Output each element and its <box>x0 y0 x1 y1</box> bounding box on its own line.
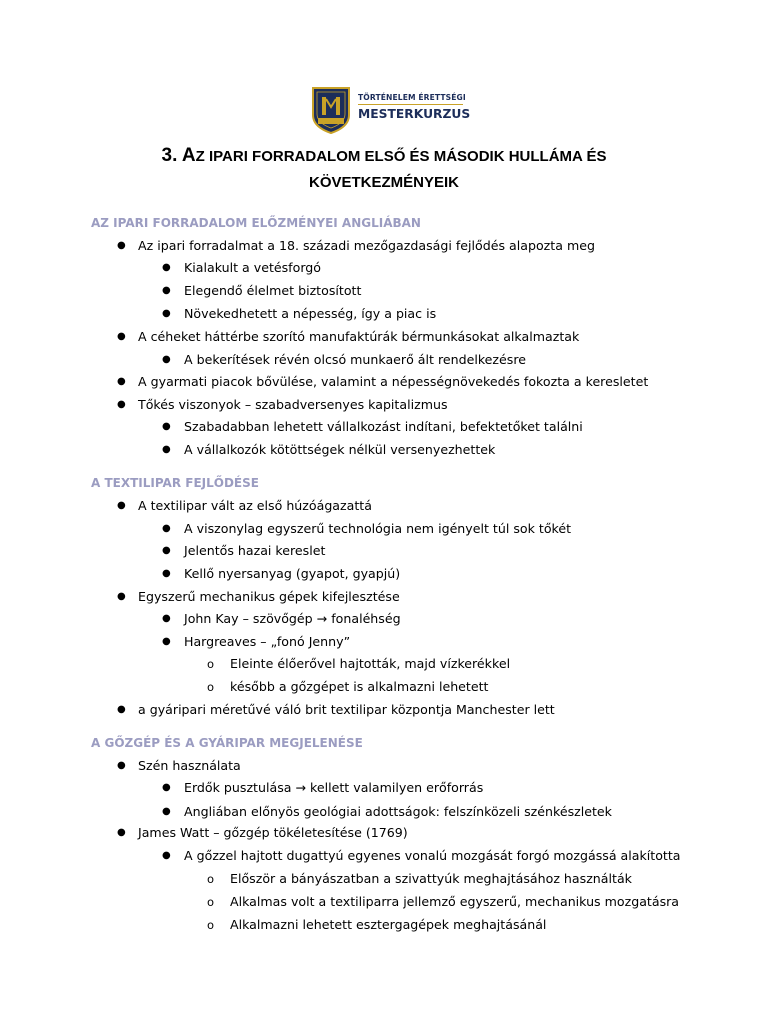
section-heading-2: A TEXTILIPAR FEJLŐDÉSE <box>91 476 259 490</box>
circle-bullet-icon: o <box>207 918 215 932</box>
title-cap: A <box>181 145 196 166</box>
course-logo <box>308 85 471 135</box>
page-title <box>80 143 688 196</box>
bullet-icon: ● <box>162 636 171 647</box>
title-line1 <box>80 143 688 170</box>
circle-bullet-icon: o <box>207 680 215 694</box>
bullet-icon: ● <box>162 421 171 432</box>
bullet-icon: ● <box>117 827 126 838</box>
bullet-icon: ● <box>162 806 171 817</box>
bullet-icon: ● <box>117 240 126 251</box>
title-rest: Z IPARI FORRADALOM ELSŐ ÉS MÁSODIK HULLÁMA ÉS <box>195 148 607 165</box>
shield-crest-icon <box>308 85 354 135</box>
bullet-icon: ● <box>117 376 126 387</box>
bullet-icon: ● <box>162 354 171 365</box>
title-number: 3. <box>161 145 182 166</box>
document-page: TÖRTÉNELEM ÉRETTSÉGI MESTERKURZUS 3. AZ IPARI FORRADALOM ELSŐ ÉS MÁSODIK HULLÁMA ÉS KÖVETKEZMÉNYEIK AZ IPARI FORRADALOM ELŐZMÉNYEI ANGLIÁBAN ● Az ipari forradalmat a 18. századi mezőgazdasági fejlődés alapozta meg ● Kialakult a vetésforgó ● Elegendő élelmet biztosított ● Növekedhetett a népesség, így a piac is ● A céheket háttérbe szorító manufaktúrák bérmunkásokat alkalmaztak ● A bekerítések révén olcsó munkaerő ált rendelkezésre ● A gyarmati piacok bővülése, valamint a népességnövekedés fokozta a keresletet ● Tőkés viszonyok – szabadversenyes kapitalizmus ● Szabadabban lehetett vállalkozást indítani, befektetőket találni ● A vállalkozók kötöttségek nélkül versenyezhettek A TEXTILIPAR FEJLŐDÉSE ● A textilipar vált az első húzóágazattá ● A viszonylag egyszerű technológia nem igényelt túl sok tőkét ● Jelentős hazai kereslet ● Kellő nyersanyag (gyapot, gyapjú) ● Egyszerű mechanikus gépek kifejlesztése ● John Kay – szövőgép → fonaléhség ● Hargreaves – „fonó Jenny” o Eleinte élőerővel hajtották, majd vízkerékkel o később a gőzgépet is alkalmazni lehetett ● a gyáripari méretűvé váló brit textilipar központja Manchester lett A GŐZGÉP ÉS A GYÁRIPAR MEGJELENÉSE ● Szén használata ● Erdők pusztulása → kellett valamilyen erőforrás ● Angliában előnyös geológiai adottságok: felszínközeli szénkészletek ● James Watt – gőzgép tökéletesítése (1769) ● A gőzzel hajtott dugattyú egyenes vonalú mozgását forgó mozgássá alakította o Először a bányászatban a szivattyúk meghajtásához használták o Alkalmas volt a textiliparra jellemző egyszerű, mechanikus mozgatásra o Alkalmazni lehetett esztergagépek meghajtásánál <box>0 0 768 1024</box>
circle-bullet-icon: o <box>207 872 215 886</box>
bullet-icon: ● <box>117 500 126 511</box>
bullet-icon: ● <box>162 523 171 534</box>
section-heading-1: AZ IPARI FORRADALOM ELŐZMÉNYEI ANGLIÁBAN <box>91 216 421 230</box>
circle-bullet-icon: o <box>207 657 215 671</box>
bullet-icon: ● <box>162 262 171 273</box>
logo-divider <box>358 104 463 105</box>
bullet-icon: ● <box>162 545 171 556</box>
circle-bullet-icon: o <box>207 895 215 909</box>
logo-line1: TÖRTÉNELEM ÉRETTSÉGI <box>358 93 466 102</box>
bullet-icon: ● <box>117 399 126 410</box>
logo-line2: MESTERKURZUS <box>358 107 471 121</box>
bullet-icon: ● <box>162 308 171 319</box>
bullet-icon: ● <box>117 760 126 771</box>
bullet-icon: ● <box>162 850 171 861</box>
bullet-icon: ● <box>162 285 171 296</box>
bullet-icon: ● <box>117 704 126 715</box>
bullet-icon: ● <box>162 782 171 793</box>
title-line2: KÖVETKEZMÉNYEIK <box>308 174 459 191</box>
bullet-icon: ● <box>162 568 171 579</box>
bullet-icon: ● <box>162 613 171 624</box>
bullet-icon: ● <box>117 331 126 342</box>
bullet-icon: ● <box>117 591 126 602</box>
section-heading-3: A GŐZGÉP ÉS A GYÁRIPAR MEGJELENÉSE <box>91 736 363 750</box>
bullet-icon: ● <box>162 444 171 455</box>
